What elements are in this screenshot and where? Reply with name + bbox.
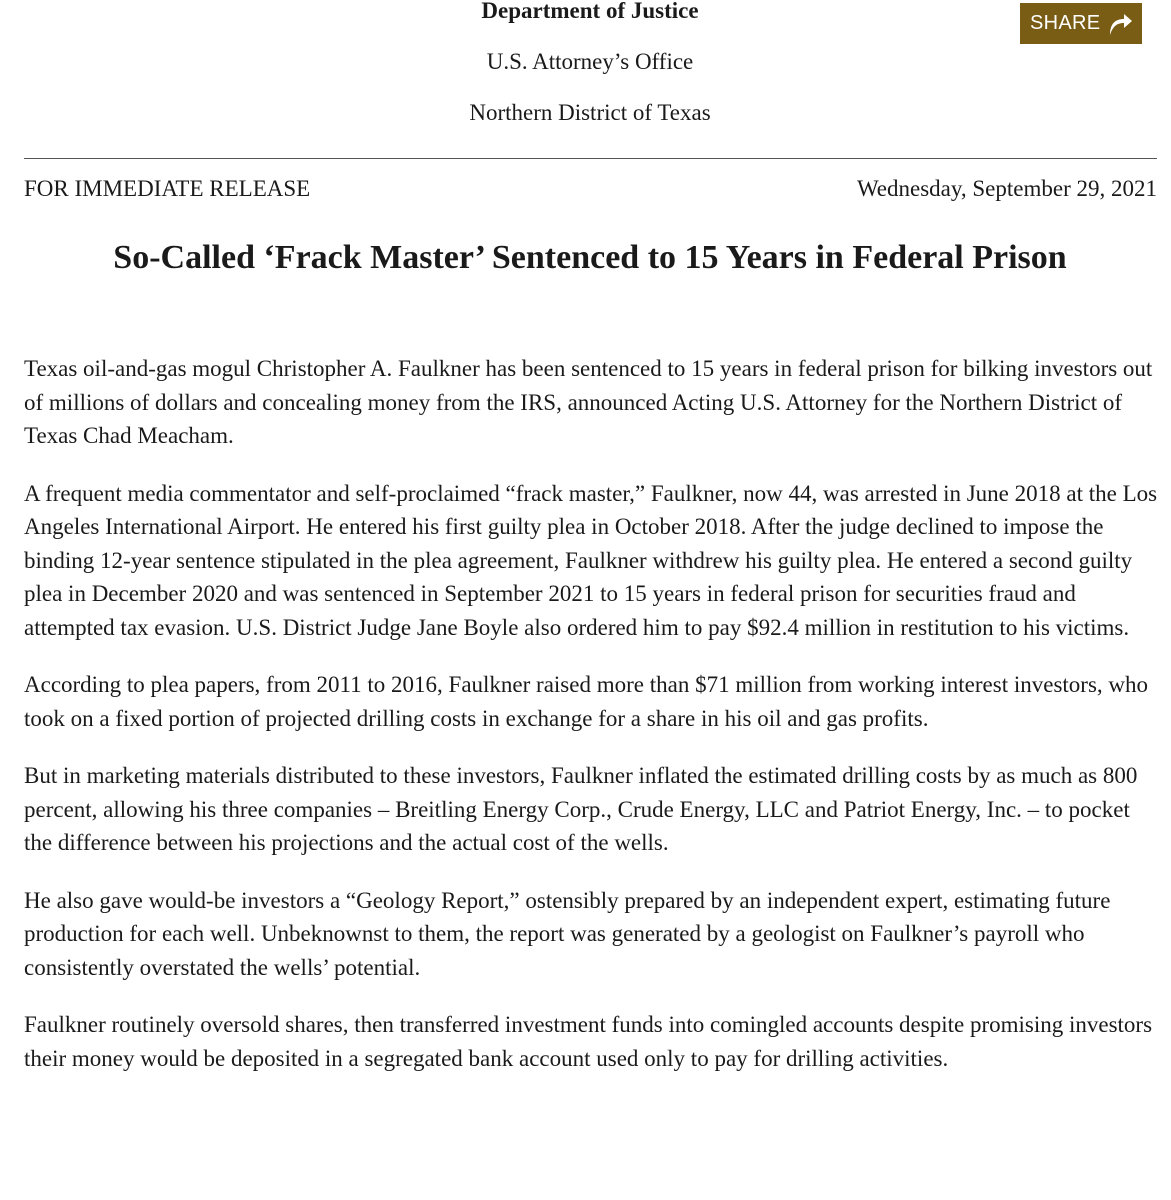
article-paragraph: According to plea papers, from 2011 to 2016, Faulkner raised more than $71 million from working interest investors, who took on a fixed portion of projected drilling costs in exchange for a share in his oil and gas profits.: [24, 672, 1149, 731]
share-button[interactable]: [1020, 3, 1142, 44]
release-date: Wednesday, September 29, 2021: [856, 176, 1157, 201]
article-paragraph: A frequent media commentator and self-proclaimed “frack master,” Faulkner, now 44, was arrested in June 2018 at the Los Angeles International Airport. He entered his first guilty plea in October 2018. After the judge declined to impose the binding 12-year sentence stipulated in the plea agreement, Faulkner withdrew his guilty plea. He entered a second guilty plea in December 2020 and was sentenced in September 2021 to 15 years in federal prison for securities fraud and attempted tax evasion. U.S. District Judge Jane Boyle also ordered him to pay $92.4 million in restitution to his victims.: [24, 480, 1158, 640]
share-label: SHARE: [1030, 12, 1101, 34]
article-paragraph: He also gave would-be investors a “Geology Report,” ostensibly prepared by an independent expert, estimating future production for each well. Unbeknownst to them, the report was generated by a geologist on Faulkner’s payroll who consistently overstated the wells’ potential.: [24, 887, 1111, 980]
district-title: Northern District of Texas: [469, 100, 711, 125]
article-paragraph: Faulkner routinely oversold shares, then transferred investment funds into comingled accounts despite promising investors their money would be deposited in a segregated bank account used only to pay for drilling activities.: [24, 1012, 1153, 1071]
article-paragraph: Texas oil-and-gas mogul Christopher A. Faulkner has been sentenced to 15 years in federal prison for bilking investors out of millions of dollars and concealing money from the IRS, announced Acting U.S. Attorney for the Northern District of Texas Chad Meacham.: [24, 356, 1153, 448]
share-arrow-icon: [1104, 7, 1136, 39]
office-title: U.S. Attorney’s Office: [486, 49, 694, 74]
release-label: FOR IMMEDIATE RELEASE: [24, 176, 311, 201]
article-title: So-Called ‘Frack Master’ Sentenced to 15 Years in Federal Prison: [113, 239, 1067, 276]
department-title: Department of Justice: [481, 0, 699, 23]
article-body: [24, 352, 1162, 1099]
header-divider: [24, 158, 1157, 159]
article-paragraph: But in marketing materials distributed to these investors, Faulkner inflated the estimated drilling costs by as much as 800 percent, allowing his three companies – Breitling Energy Corp., Crude Energy, LLC and Patriot Energy, Inc. – to pocket the difference between his projections and the actual cost of the wells.: [24, 763, 1138, 855]
